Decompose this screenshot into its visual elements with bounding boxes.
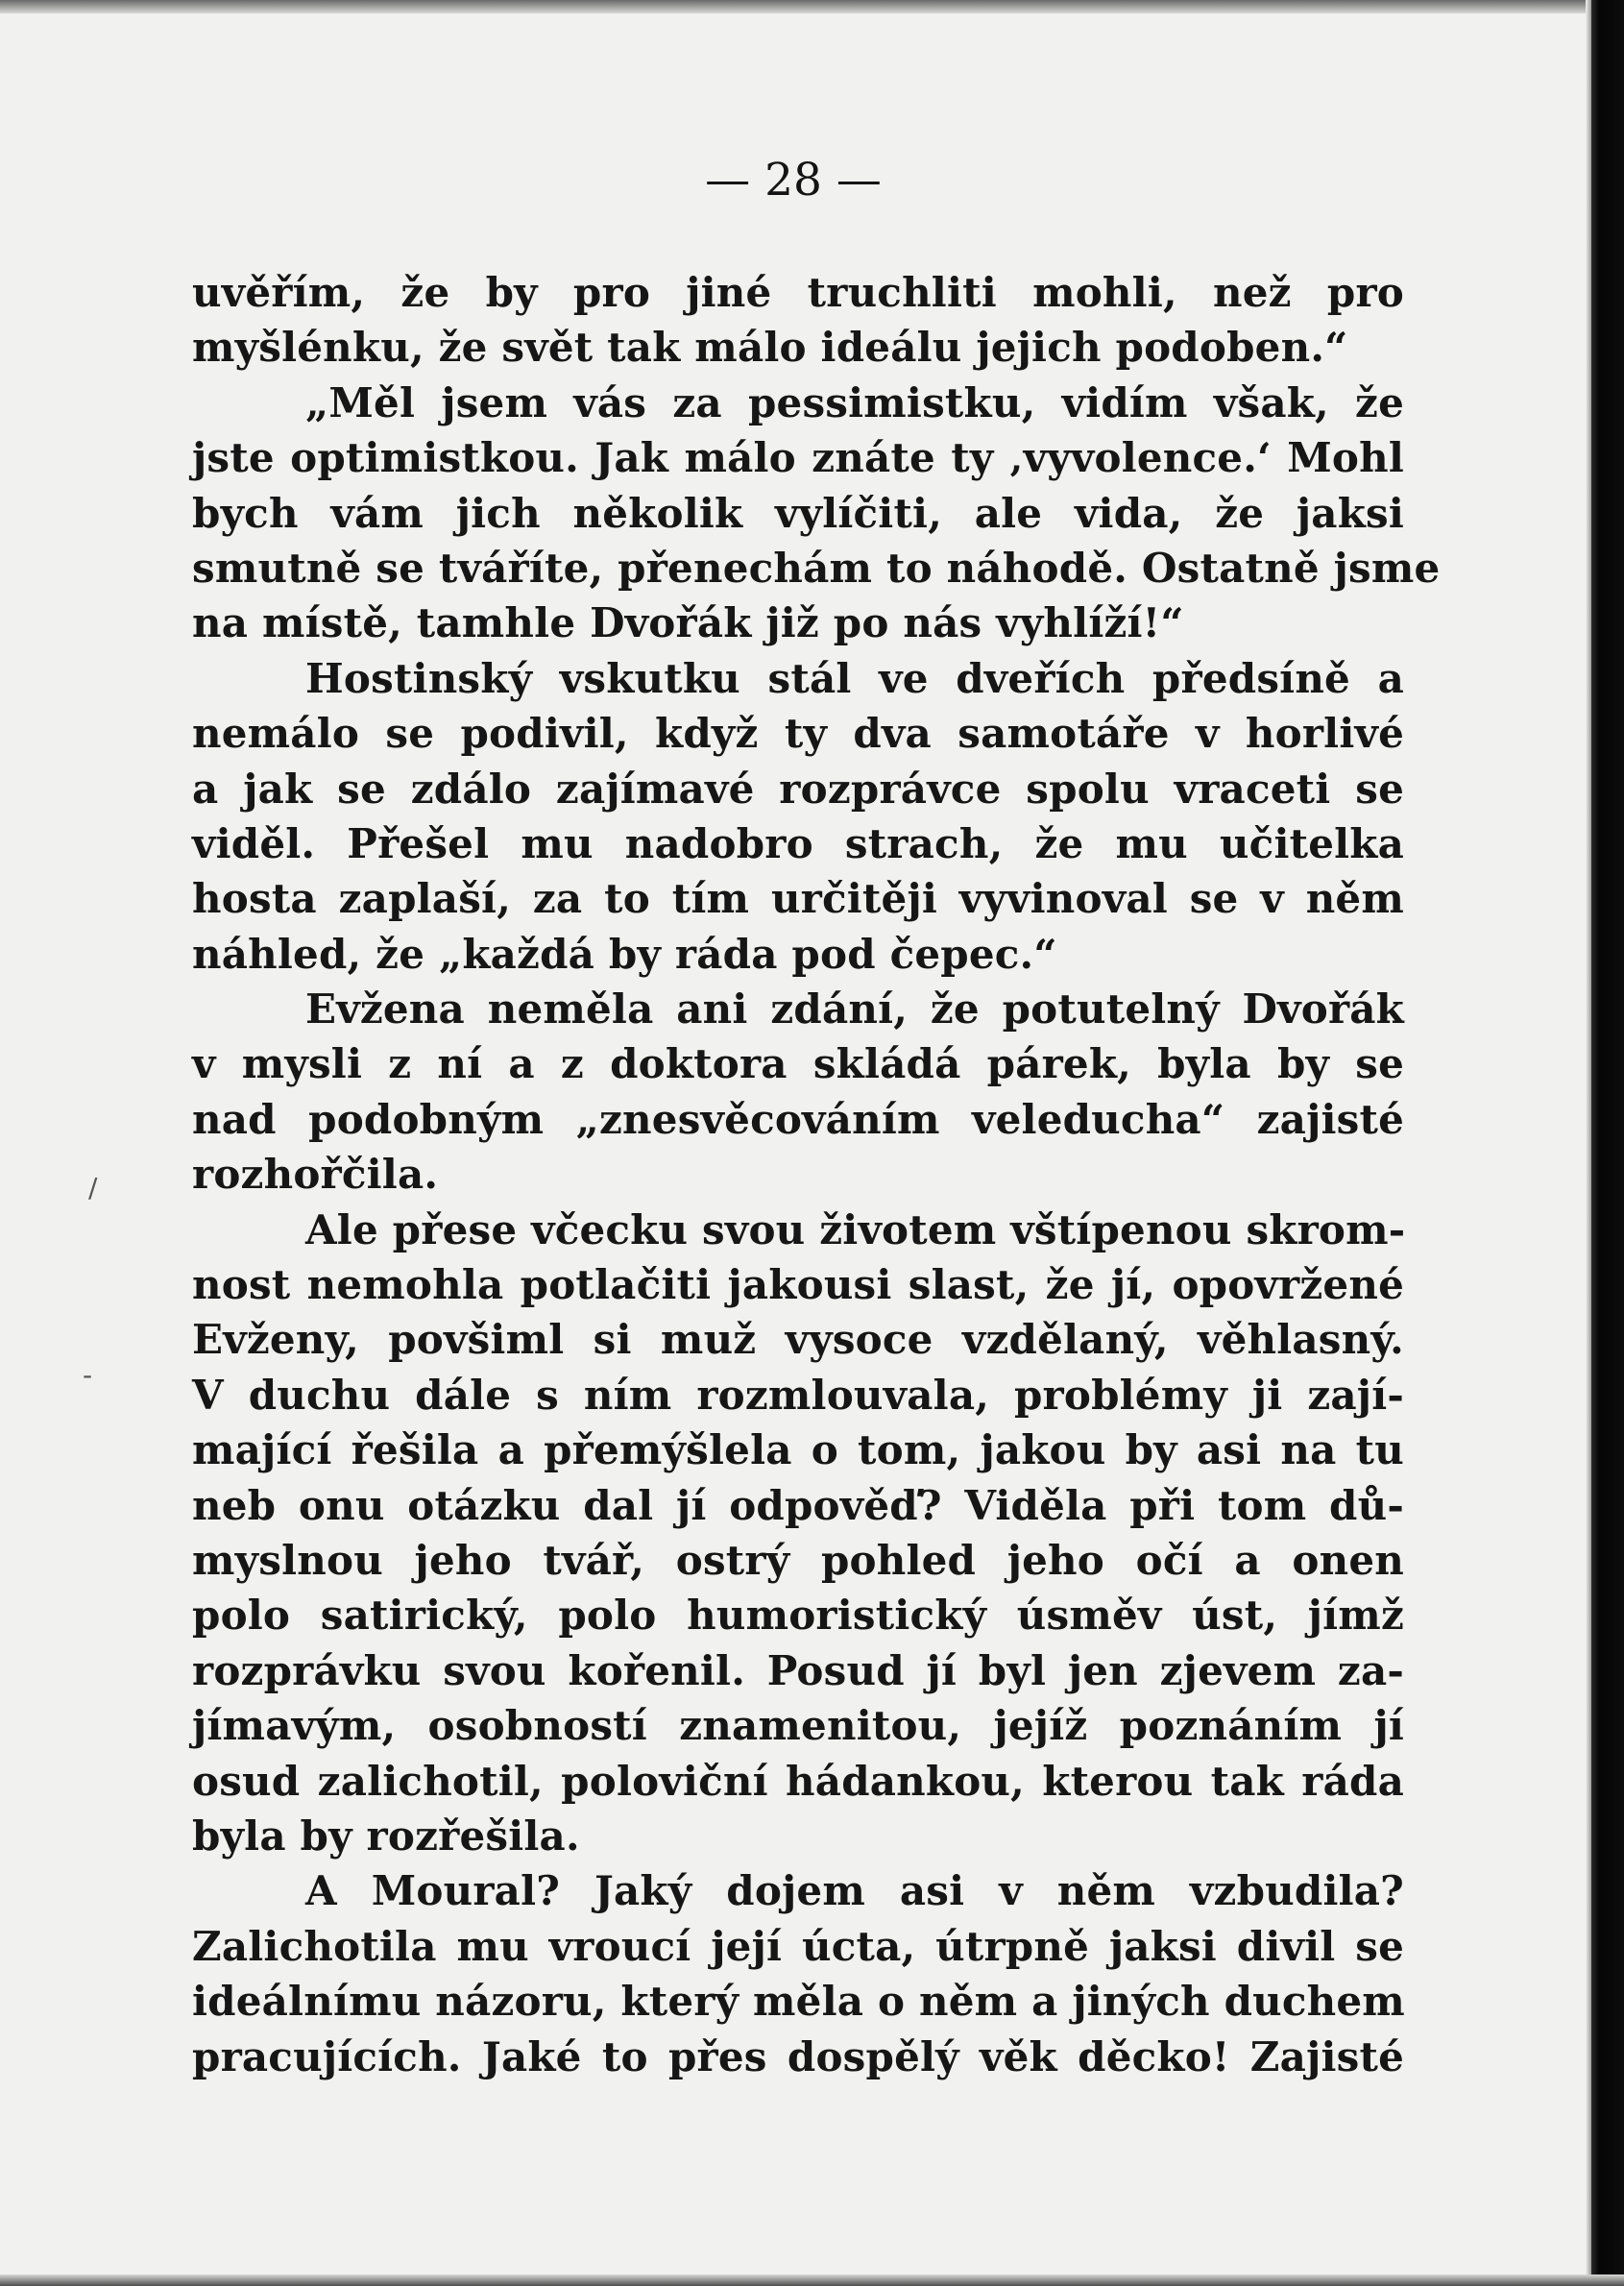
text-line: myšlénku, že svět tak málo ideálu jejich podoben.“ [192, 324, 1348, 372]
text-line: Zalichotila mu vroucí její úcta, útrpně jaksi divil se [192, 1922, 1404, 1970]
text-line: V duchu dále s ním rozmlouvala, problémy ji zají- [192, 1371, 1404, 1419]
text-line: polo satirický, polo humoristický úsměv úst, jímž [192, 1592, 1404, 1640]
text-line: hosta zaplaší, za to tím určitěji vyvinoval se v něm [192, 875, 1404, 923]
text-line: nad podobným „znesvěcováním veleducha“ zajisté [192, 1095, 1404, 1143]
text-line: rozprávku svou kořenil. Posud jí byl jen zjevem za- [192, 1646, 1404, 1694]
text-line: Evžena neměla ani zdání, že potutelný Dvořák [305, 985, 1404, 1034]
text-line: myslnou jeho tvář, ostrý pohled jeho očí a onen [192, 1536, 1404, 1584]
text-line: uvěřím, že by pro jiné truchliti mohli, než pro [192, 269, 1404, 316]
text-line: nost nemohla potlačiti jakousi slast, že jí, opovržené [192, 1261, 1404, 1309]
text-line: byla by rozřešila. [192, 1812, 580, 1860]
text-line: rozhořčila. [192, 1151, 439, 1199]
text-line: na místě, tamhle Dvořák již po nás vyhlíží!“ [192, 599, 1184, 647]
page-right-edge [1591, 0, 1624, 2286]
text-line: nemálo se podivil, když ty dva samotáře v horlivé [192, 710, 1404, 758]
text-line: A Moural? Jaký dojem asi v něm vzbudila? [305, 1867, 1404, 1915]
text-line: jste optimistkou. Jak málo znáte ty ‚vyvolence.‘ Mohl [192, 434, 1404, 482]
text-line: „Měl jsem vás za pessimistku, vidím však, že [305, 378, 1404, 426]
margin-speck: - [83, 1359, 93, 1391]
body-text [192, 265, 1441, 2084]
text-line: ideálnímu názoru, který měla o něm a jiných duchem [192, 1978, 1405, 2026]
text-line: náhled, že „každá by ráda pod čepec.“ [192, 930, 1057, 978]
text-line: neb onu otázku dal jí odpověď? Viděla při tom dů- [192, 1481, 1404, 1529]
text-line: osud zalichotil, poloviční hádankou, kterou tak ráda [192, 1757, 1404, 1805]
text-line: bych vám jich několik vylíčiti, ale vida, že jaksi [192, 489, 1404, 537]
page-top-edge [0, 0, 1624, 13]
page-bottom-edge [0, 2274, 1624, 2286]
text-line: Ale přese včecku svou životem vštípenou skrom- [305, 1205, 1406, 1253]
text-line: smutně se tváříte, přenechám to náhodě. Ostatně jsme [192, 544, 1441, 592]
text-line: a jak se zdálo zajímavé rozprávce spolu vraceti se [192, 765, 1404, 813]
text-line: v mysli z ní a z doktora skládá párek, byla by se [192, 1040, 1404, 1088]
text-line: Evženy, povšiml si muž vysoce vzdělaný, věhlasný. [192, 1316, 1404, 1364]
page-number: — 28 — [705, 154, 882, 207]
margin-speck: / [88, 1172, 98, 1204]
text-line: pracujících. Jaké to přes dospělý věk děcko! Zajisté [192, 2032, 1404, 2080]
text-line: viděl. Přešel mu nadobro strach, že mu učitelka [192, 819, 1404, 867]
text-line: mající řešila a přemýšlela o tom, jakou by asi na tu [192, 1426, 1404, 1474]
text-line: Hostinský vskutku stál ve dveřích předsíně a [305, 654, 1404, 702]
text-line: jímavým, osobností znamenitou, jejíž poznáním jí [192, 1702, 1404, 1750]
